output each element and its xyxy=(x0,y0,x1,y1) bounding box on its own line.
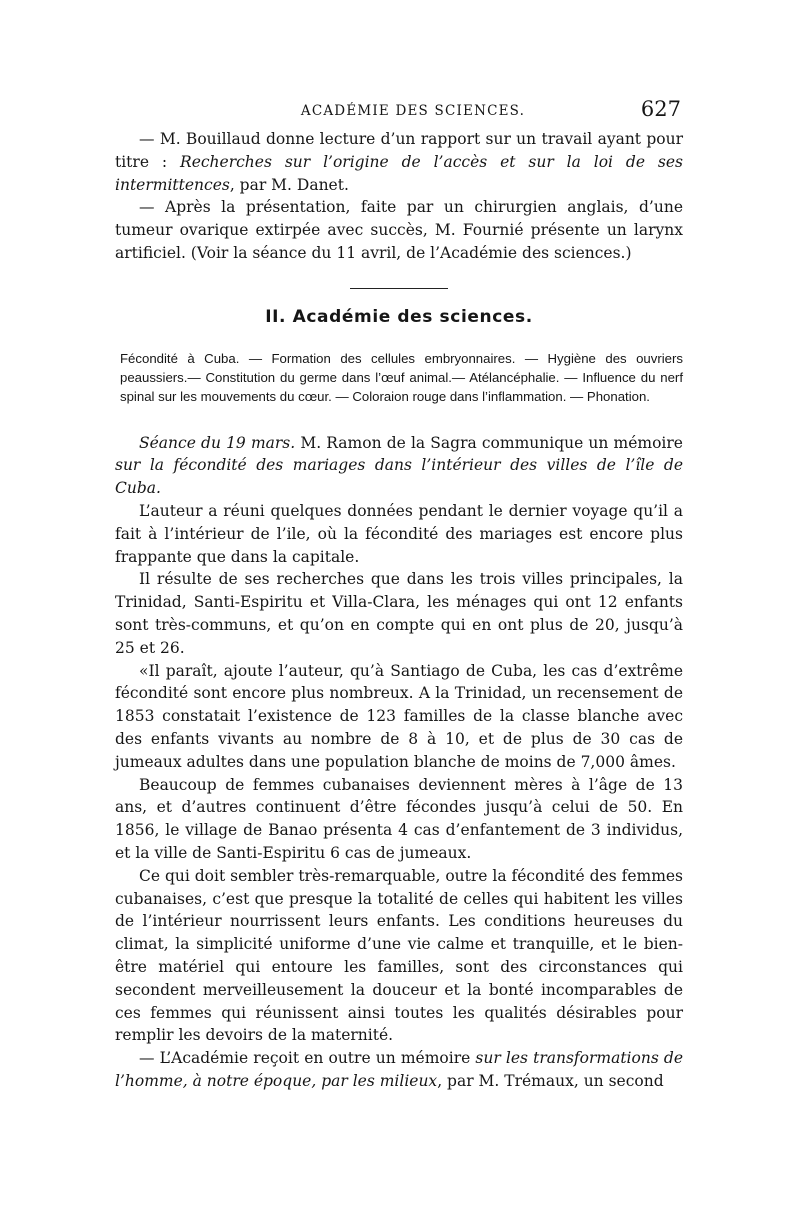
italic-title: sur les transformations de l’homme, à notre époque, par les milieux xyxy=(115,1049,684,1090)
paragraph-recherches: Il résulte de ses recherches que dans les trois villes principales, la Trinidad, Santi-Espiritu et Villa-Clara, les ménages qui ont 12 enfants sont très-communs, et qu’on en compte qui en ont plus de 20, jusqu’à 25 et 26. xyxy=(115,570,683,657)
seance-date: Séance du 19 mars. xyxy=(139,433,296,452)
section-summary: Fécondité à Cuba. — Formation des cellules embryonnaires. — Hygiène des ouvriers peaussiers.— Constitution du germe dans l’œuf animal.— Atélancéphalie. — Influence du nerf spinal sur les mouvements du cœur. — Coloraion rouge dans l’inflammation. — Phonation. xyxy=(120,350,683,404)
paragraph-santiago: «Il paraît, ajoute l’auteur, qu’à Santiago de Cuba, les cas d’extrême fécondité sont encore plus nombreux. A la Trinidad, un recensement de 1853 constatait l’existence de 123 familles de la classe blanche avec des enfants vivants au nombre de 8 à 10, et de plus de 30 cas de jumeaux adultes dans une population blanche de moins de 7,000 âmes. xyxy=(115,661,683,771)
paragraph-text: , par M. Trémaux, un second xyxy=(437,1071,664,1090)
page-number: 627 xyxy=(640,97,681,121)
paragraph-text: — L’Académie reçoit en outre un mémoire xyxy=(139,1049,476,1068)
page-body xyxy=(115,128,683,1093)
spacer xyxy=(115,406,683,432)
paragraph-auteur: L’auteur a réuni quelques données pendant le dernier voyage qu’il a fait à l’intérieur de l’ile, où la fécondité des mariages est encore plus frappante que dans la capitale. xyxy=(115,501,683,566)
paragraph-text: M. Ramon de la Sagra communique un mémoire xyxy=(295,433,683,452)
memoir-title: sur la fécondité des mariages dans l’intérieur des villes de l’île de Cuba. xyxy=(115,456,683,498)
italic-title: Recherches sur l’origine de l’accès et sur la loi de ses intermittences xyxy=(115,152,683,194)
page-header xyxy=(115,97,681,131)
paragraph-tremaux xyxy=(115,1047,683,1093)
paragraph-remarquable: Ce qui doit sembler très-remarquable, outre la fécondité des femmes cubanaises, c’est que presque la totalité de celles qui habitent les villes de l’intérieur nourrissent leurs enfants. Les conditions heureuses du climat, la simplicité uniforme d’une vie calme et tranquille, et le bien-être matériel qui entoure les familles, sont des circonstances qui secondent merveilleusement la douceur et la bonté incomparables de ces femmes qui réunissent ainsi toutes les qualités désirables pour remplir les devoirs de la maternité. xyxy=(115,866,684,1045)
paragraph-femmes: Beaucoup de femmes cubanaises deviennent mères à l’âge de 13 ans, et d’autres continuent d’être fécondes jusqu’à celui de 50. En 1856, le village de Banao présenta 4 cas d’enfantement de 3 individus, et la ville de Santi-Espiritu 6 cas de jumeaux. xyxy=(115,775,683,862)
paragraph-seance xyxy=(115,432,683,500)
paragraph-text: , par M. Danet. xyxy=(229,175,349,194)
section-title: II. Académie des sciences. xyxy=(265,306,533,327)
running-head: ACADÉMIE DES SCIENCES. xyxy=(300,103,526,119)
paragraph-text: — M. Bouillaud donne lecture d’un rapport sur un travail ayant pour titre : xyxy=(115,130,683,171)
paragraph-bouillaud xyxy=(115,128,683,196)
paragraph-fournie: — Après la présentation, faite par un chirurgien anglais, d’une tumeur ovarique extirpée avec succès, M. Fournié présente un larynx artificiel. (Voir la séance du 11 avril, de l’Académie des sciences.) xyxy=(115,198,683,262)
section-divider xyxy=(350,288,448,289)
